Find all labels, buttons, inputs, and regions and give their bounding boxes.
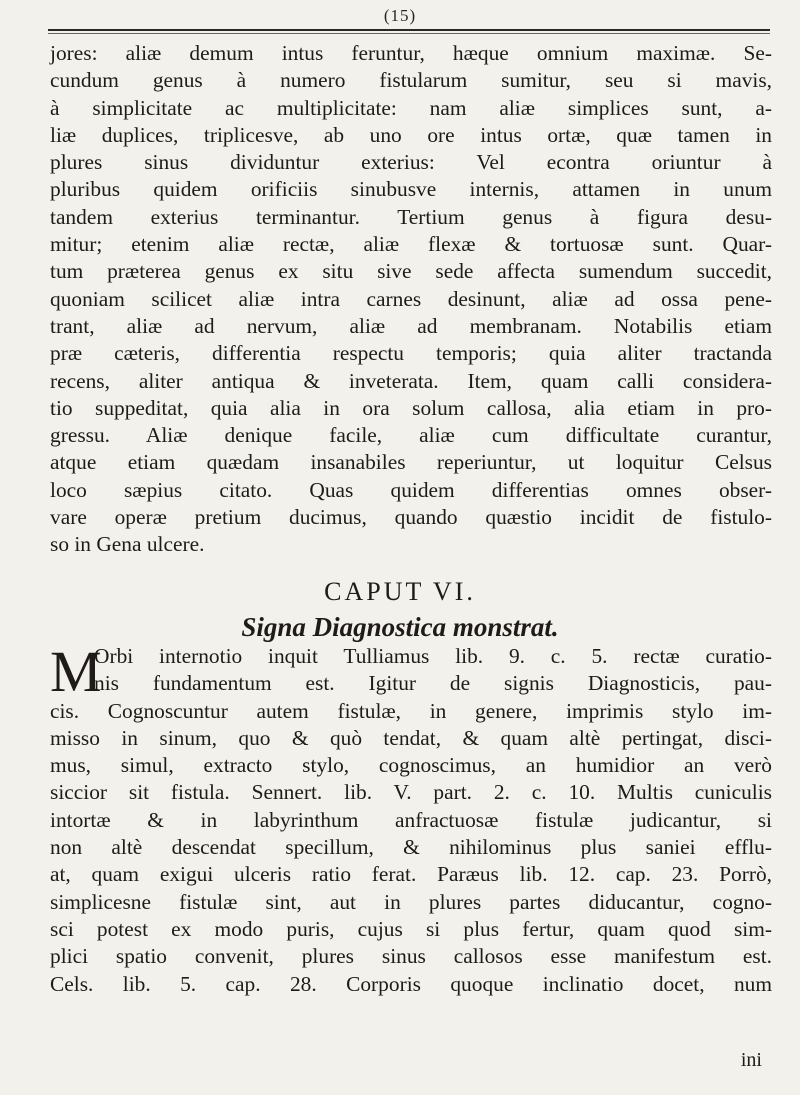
section-paragraph: [50, 639, 772, 998]
text-line: mus, simul, extracto stylo, cognoscimus, an humidior an verò: [50, 753, 772, 778]
text-line: liæ duplices, triplicesve, ab uno ore intus ortæ, quæ tamen in: [50, 122, 772, 147]
text-line: jores: aliæ demum intus feruntur, hæque omnium maximæ. Se-: [50, 41, 772, 65]
text-line: so in Gena ulcere.: [50, 532, 205, 557]
text-line: tandem exterius terminantur. Tertium genus à figura desu-: [50, 204, 772, 229]
text-line: misso in sinum, quo & quò tendat, & quam altè pertingat, disci-: [50, 725, 772, 750]
text-line: trant, aliæ ad nervum, aliæ ad membranam. Notabilis etiam: [50, 313, 772, 338]
text-line: tum præterea genus ex situ sive sede affecta sumendum succedit,: [50, 259, 772, 284]
text-line: cis. Cognoscuntur autem fistulæ, in genere, imprimis stylo im-: [50, 698, 772, 723]
text-line: Cels. lib. 5. cap. 28. Corporis quoque inclinatio docet, num: [50, 971, 772, 996]
text-line: mitur; etenim aliæ rectæ, aliæ flexæ & tortuosæ sunt. Quar-: [50, 232, 772, 257]
text-line: pluribus quidem orificiis sinubusve internis, attamen in unum: [50, 177, 772, 202]
text-line: non altè descendat specillum, & nihilominus plus saniei efflu-: [50, 835, 772, 860]
text-line: Orbi internotio inquit Tulliamus lib. 9. c. 5. rectæ curatio-: [94, 644, 772, 668]
text-line: simplicesne fistulæ sint, aut in plures partes diducantur, cogno-: [50, 889, 772, 914]
drop-cap: M: [50, 639, 102, 704]
text-line: gressu. Aliæ denique facile, aliæ cum difficultate curantur,: [50, 423, 772, 448]
text-line: atque etiam quædam insanabiles reperiuntur, ut loquitur Celsus: [50, 450, 772, 475]
text-line: at, quam exigui ulceris ratio ferat. Paræus lib. 12. cap. 23. Porrò,: [50, 862, 772, 887]
text-line: plures sinus dividuntur exterius: Vel econtra oriuntur à: [50, 150, 772, 175]
text-line: vare operæ pretium ducimus, quando quæstio incidit de fistulo-: [50, 505, 772, 530]
text-line: loco sæpius citato. Quas quidem differentias omnes obser-: [50, 477, 772, 502]
text-line: præ cæteris, differentia respectu temporis; quia aliter tractanda: [50, 341, 772, 366]
header-rule-thin: [48, 33, 770, 34]
text-line: à simplicitate ac multiplicitate: nam aliæ simplices sunt, a-: [50, 95, 772, 120]
text-line: nis fundamentum est. Igitur de signis Diagnosticis, pau-: [94, 671, 772, 696]
chapter-subtitle: Signa Diagnostica monstrat.: [241, 612, 559, 642]
text-line: quoniam scilicet aliæ intra carnes desinunt, aliæ ad ossa pene-: [50, 286, 772, 311]
catchword: ini: [740, 1049, 762, 1071]
header-rule: [48, 29, 770, 31]
text-line: sci potest ex modo puris, cujus si plus fertur, quam quod sim-: [50, 916, 772, 941]
page-number: (15): [383, 6, 417, 25]
body-paragraph: [50, 40, 772, 559]
text-line: siccior sit fistula. Sennert. lib. V. part. 2. c. 10. Multis cuniculis: [50, 780, 772, 805]
text-line: intortæ & in labyrinthum anfractuosæ fistulæ judicantur, si: [50, 807, 772, 832]
chapter-heading: CAPUT VI.: [324, 577, 476, 606]
text-line: recens, aliter antiqua & inveterata. Item, quam calli considera-: [50, 368, 772, 393]
text-line: cundum genus à numero fistularum sumitur, seu si mavis,: [50, 68, 772, 93]
text-line: plici spatio convenit, plures sinus callosos esse manifestum est.: [50, 944, 772, 969]
text-line: tio suppeditat, quia alia in ora solum callosa, alia etiam in pro-: [50, 395, 772, 420]
